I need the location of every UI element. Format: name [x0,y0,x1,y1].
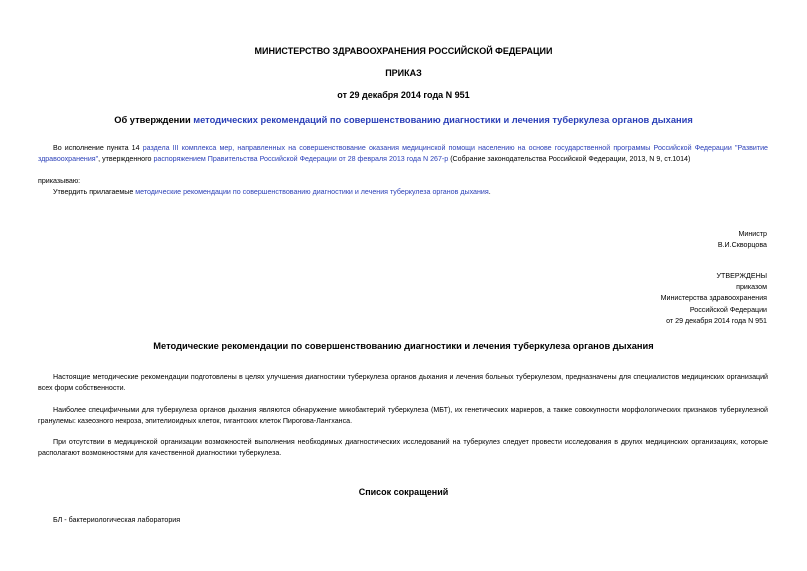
recommendations-title: Методические рекомендации по совершенствованию диагностики и лечения туберкулеза органов дыхания [153,341,654,351]
intro-link-decree[interactable]: распоряжением Правительства Российской Федерации от 28 февраля 2013 года N 267-р [153,155,449,164]
recommendations-paragraph-2: Наиболее специфичными для туберкулеза органов дыхания являются обнаружение микобактерий туберкулеза (МБТ), их генетических маркеров, а также совокупности морфологических признаков туберкулезной гранулемы: казеозного некроза, эпителиоидных клеток, гигантских клеток Пирогова-Лангханса. [38,406,768,426]
intro-text-2: , утвержденного [98,155,154,164]
signature-block [718,229,767,251]
signature-name: В.И.Скворцова [717,241,767,250]
intro-link-program[interactable]: раздела III комплекса мер, направленных на совершенствование оказания медицинской помощи населению на основе государственной программы Российской Федерации "Развитие здравоохранения" [38,144,768,164]
intro-text-1: Во исполнение пункта 14 [53,144,143,152]
doc-type-heading: ПРИКАЗ [385,68,422,78]
signature-position: Министр [738,230,767,238]
recommendations-paragraph-1: Настоящие методические рекомендации подготовлены в целях улучшения диагностики туберкулеза органов дыхания и лечения больных туберкулезом, предназначены для специалистов медицинских организаций всех форм собственности. [38,373,768,393]
doc-date-number: от 29 декабря 2014 года N 951 [337,90,470,100]
recommendations-paragraph-3: При отсутствии в медицинской организации возможностей выполнения необходимых диагностических исследований на туберкулез следует провести исследования в других медицинских организациях, которые располагают возможностями для качественной диагностики туберкулеза. [38,438,768,458]
intro-text-3: (Собрание законодательства Российской Федерации, 2013, N 9, ст.1014) [448,155,691,164]
approved-block [661,271,767,327]
title-prefix: Об утверждении [114,115,194,125]
abbreviations-title: Список сокращений [358,487,449,497]
approved-line-1: УТВЕРЖДЕНЫ [716,272,767,280]
order-approve-paragraph [38,187,768,198]
document-title [0,115,807,125]
order-prikazyvayu: приказываю: [38,177,81,185]
approve-prefix: Утвердить прилагаемые [53,188,136,196]
abbreviation-item: БЛ - бактериологическая лаборатория [53,516,181,524]
approved-line-4: Российской Федерации [689,305,767,314]
approve-link[interactable]: методические рекомендации по совершенствованию диагностики и лечения туберкулеза органов дыхания [135,188,489,196]
approved-line-5: от 29 декабря 2014 года N 951 [666,316,767,325]
intro-paragraph [38,143,768,165]
ministry-heading: МИНИСТЕРСТВО ЗДРАВООХРАНЕНИЯ РОССИЙСКОЙ ФЕДЕРАЦИИ [254,46,553,56]
approved-line-3: Министерства здравоохранения [660,294,767,303]
approve-suffix: . [488,188,491,196]
title-link[interactable]: методических рекомендаций по совершенствованию диагностики и лечения туберкулеза органов дыхания [193,115,693,125]
approved-line-2: приказом [736,283,767,292]
